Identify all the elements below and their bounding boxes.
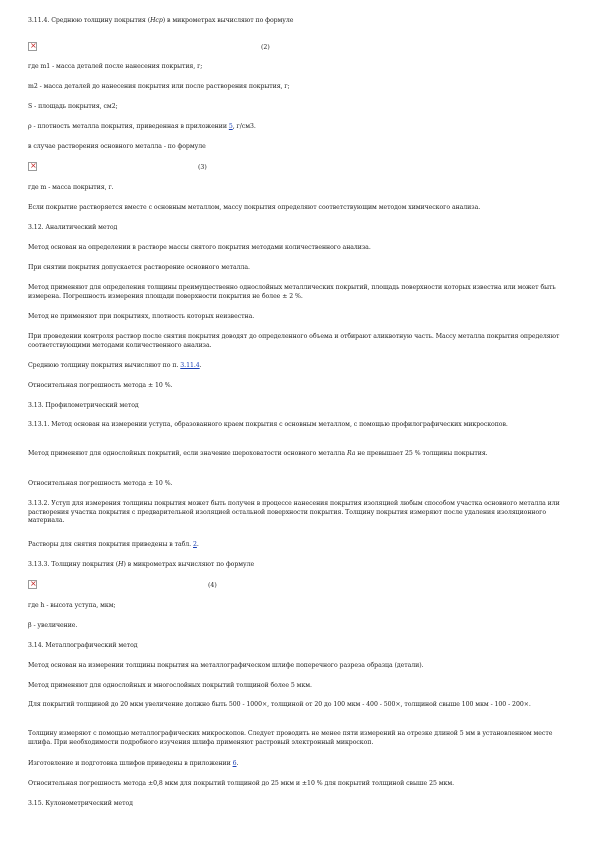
equation-number-3: (3): [198, 164, 207, 171]
section-3-13-application: Метод применяют для однослойных покрытий, если значение шероховатости основного металла Ra не превышает 25 % толщины покрытия.: [28, 450, 488, 457]
section-3-13-3-heading: 3.13.3. Толщину покрытия (H) в микрометрах вычисляют по формуле: [28, 561, 255, 568]
appendix-5-link[interactable]: 5: [228, 123, 233, 130]
section-3-12-principle: Метод основан на определении в растворе массы снятого покрытия методами количественного анализа.: [28, 244, 371, 251]
appendix-6-link[interactable]: 6: [232, 760, 237, 767]
section-3-14-principle: Метод основан на измерении толщины покрытия на металлографическом шлифе поперечного разреза образца (детали).: [28, 662, 424, 669]
section-3-15-heading: 3.15. Кулонометрический метод: [28, 800, 133, 807]
average-thickness-symbol: Нср: [150, 17, 163, 24]
section-3-12-limitation: Метод не применяют при покрытиях, плотность которых неизвестна.: [28, 313, 255, 320]
where-h: где h - высота уступа, мкм;: [28, 602, 116, 609]
dissolve-base-metal-text: в случае растворения основного металла - по формуле: [28, 143, 206, 150]
roughness-symbol: Ra: [346, 450, 356, 457]
clause-3-11-4-link[interactable]: 3.11.4: [180, 362, 200, 369]
section-3-14-heading: 3.14. Металлографический метод: [28, 642, 138, 649]
section-3-14-measurement: Толщину измеряют с помощью металлографических микроскопов. Следует проводить не менее пяти измерений на отрезке длиной 5 мм в установленном месте шлифа. При необходимости подробного изучения шлифа применяют растровый электронный микроскоп.: [28, 730, 553, 746]
broken-image-icon: [28, 162, 37, 171]
section-3-11-4-heading: 3.11.4. Среднюю толщину покрытия (Нср) в микрометрах вычисляют по формуле: [28, 17, 294, 24]
section-3-13-error: Относительная погрешность метода ± 10 %.: [28, 480, 173, 487]
definition-area: S - площадь покрытия, см2;: [28, 103, 118, 110]
equation-number-4: (4): [208, 582, 217, 589]
broken-image-icon: [28, 580, 37, 589]
section-3-14-preparation: Изготовление и подготовка шлифов приведены в приложении 6.: [28, 760, 239, 767]
section-3-13-2-text: 3.13.2. Уступ для измерения толщины покрытия может быть получен в процессе нанесения покрытия изоляцией любым способом участка основного металла или растворения участка покрытия с предварительной изоляцией остальной поверхности покрытия. Толщину покрытия измеряют после удаления изоляционного материала.: [28, 500, 560, 525]
thickness-symbol: H: [118, 561, 124, 568]
section-3-13-solutions: Растворы для снятия покрытия приведены в табл. 2.: [28, 541, 199, 548]
section-3-14-magnification: Для покрытий толщиной до 20 мкм увеличение должно быть 500 - 1000×, толщиной от 20 до 100 мкм - 400 - 500×, толщиной свыше 100 мкм - 100 - 200×.: [28, 701, 531, 708]
section-3-12-dissolution: При снятии покрытия допускается растворение основного металла.: [28, 264, 250, 271]
section-3-12-heading: 3.12. Аналитический метод: [28, 224, 118, 231]
table-2-link[interactable]: 2: [193, 541, 197, 548]
definition-beta: β - увеличение.: [28, 622, 78, 629]
section-3-14-error: Относительная погрешность метода ±0,8 мкм для покрытий толщиной до 25 мкм и ±10 % для покрытий толщиной свыше 25 мкм.: [28, 780, 455, 787]
broken-image-icon: [28, 42, 37, 51]
section-3-12-error: Относительная погрешность метода ± 10 %.: [28, 382, 173, 389]
where-m: где m - масса покрытия, г.: [28, 184, 114, 191]
definition-density: ρ - плотность металла покрытия, приведенная в приложении 5, г/см3.: [28, 123, 256, 130]
where-m1: где m1 - масса деталей после нанесения покрытия, г;: [28, 63, 203, 70]
dissolve-together-text: Если покрытие растворяется вместе с основным металлом, массу покрытия определяют соответствующим методом химического анализа.: [28, 204, 481, 211]
formula-2-row: [28, 42, 570, 56]
section-3-12-procedure: При проведении контроля раствор после снятия покрытия доводят до определенного объема и отбирают аликвотную часть. Массу металла покрытия определяют соответствующими методами количественного анализа.: [28, 333, 560, 349]
equation-number-2: (2): [261, 44, 270, 51]
section-3-14-application: Метод применяют для однослойных и многослойных покрытий толщиной более 5 мкм.: [28, 682, 312, 689]
formula-3-row: [28, 162, 570, 176]
section-3-12-calculation: Среднюю толщину покрытия вычисляют по п. 3.11.4.: [28, 362, 202, 369]
definition-m2: m2 - масса деталей до нанесения покрытия или после растворения покрытия, г;: [28, 83, 290, 90]
section-3-12-application: Метод применяют для определения толщины преимущественно однослойных металлических покрытий, площадь поверхности которых известна или может быть измерена. Погрешность измерения площади поверхности покрытия не более ± 2 %.: [28, 284, 556, 300]
formula-4-row: [28, 580, 570, 594]
section-3-13-heading: 3.13. Профилометрический метод: [28, 402, 139, 409]
section-3-13-1-text: 3.13.1. Метод основан на измерении уступа, образованного краем покрытия с основным металлом, с помощью профилографических микроскопов.: [28, 421, 508, 428]
